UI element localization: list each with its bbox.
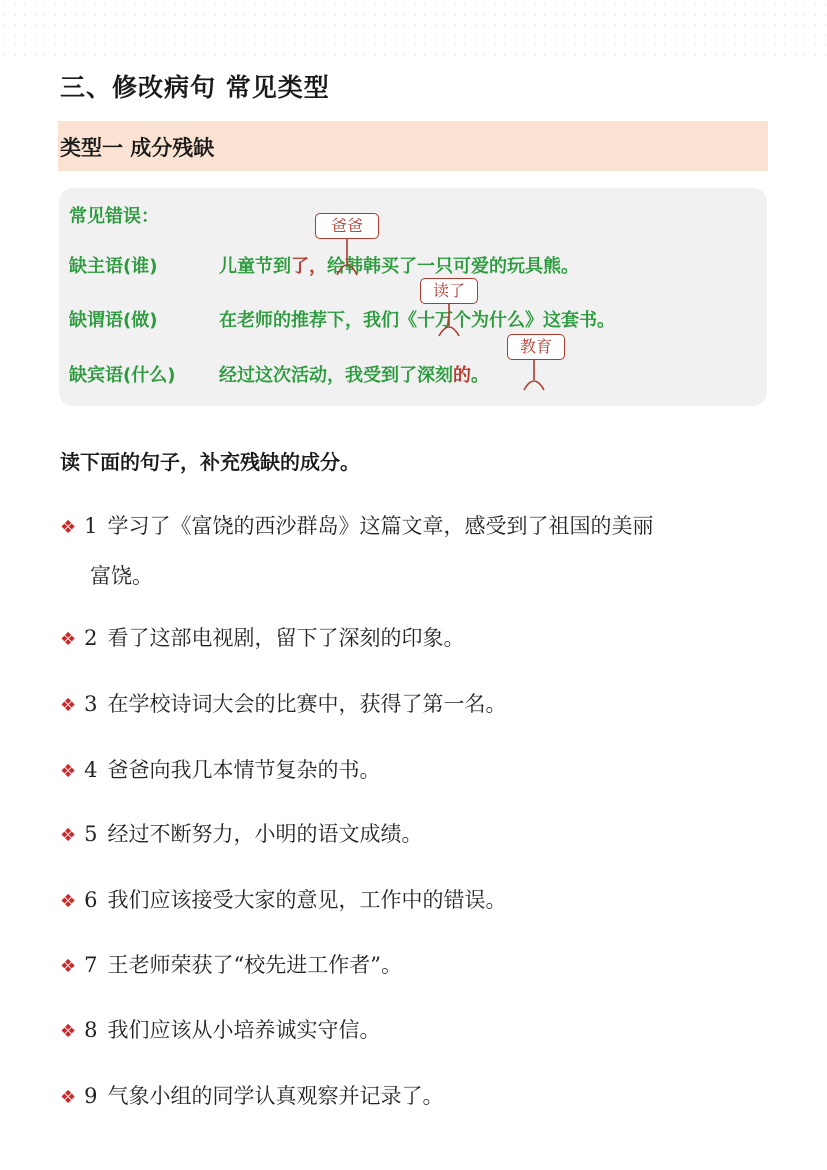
diamond-cluster-icon: ❖ <box>60 956 77 977</box>
error-sentence <box>219 252 579 278</box>
question-text: 看了这部电视剧，留下了深刻的印象。 <box>107 626 465 650</box>
diamond-cluster-icon: ❖ <box>60 695 77 716</box>
question-number: 1 <box>84 514 98 538</box>
diamond-cluster-icon: ❖ <box>60 629 77 650</box>
question-text: 我们应该接受大家的意见，工作中的错误。 <box>107 888 507 912</box>
sentence-part: 给韩韩买了一只可爱的玩具熊。 <box>327 256 579 277</box>
sentence-part: 《十万个为什么》这套书。 <box>399 310 615 331</box>
question-text: 爸爸向我几本情节复杂的书。 <box>107 758 381 782</box>
section-title: 类型一 成分残缺 <box>60 136 215 160</box>
question-number: 8 <box>84 1018 98 1042</box>
common-errors-box <box>59 188 767 406</box>
diamond-cluster-icon: ❖ <box>60 1021 77 1042</box>
diamond-cluster-icon: ❖ <box>60 825 77 846</box>
question-item <box>60 818 423 848</box>
insertion-caret-icon <box>522 360 546 394</box>
error-label: 缺谓语(做) <box>69 310 158 331</box>
question-number: 5 <box>84 822 98 846</box>
insert-tag: 读了 <box>420 278 478 304</box>
page-title: 三、修改病句 常见类型 <box>60 73 330 102</box>
error-label: 缺主语(谁) <box>69 256 158 277</box>
question-item <box>60 949 402 979</box>
errors-heading: 常见错误： <box>69 206 159 227</box>
question-text: 经过不断努力，小明的语文成绩。 <box>107 822 423 846</box>
instruction: 读下面的句子，补充残缺的成分。 <box>60 450 360 474</box>
diamond-cluster-icon: ❖ <box>60 891 77 912</box>
section-bar <box>58 121 768 171</box>
diamond-cluster-icon: ❖ <box>60 1087 77 1108</box>
sentence-mark: 了， <box>291 256 327 277</box>
question-text: 学习了《富饶的西沙群岛》这篇文章，感受到了祖国的美丽 <box>107 514 654 538</box>
error-sentence <box>219 306 615 332</box>
sentence-part: 经过这次活动，我受到了深刻 <box>219 365 453 386</box>
question-text: 气象小组的同学认真观察并记录了。 <box>107 1084 444 1108</box>
question-number: 6 <box>84 888 98 912</box>
insertion-caret-icon <box>437 304 461 340</box>
question-number: 3 <box>84 692 98 716</box>
insertion-caret-icon <box>335 239 359 279</box>
question-item <box>60 1080 444 1110</box>
question-text: 在学校诗词大会的比赛中，获得了第一名。 <box>107 692 507 716</box>
question-number: 4 <box>84 758 98 782</box>
insert-tag: 爸爸 <box>315 213 379 239</box>
sentence-mark: 的 <box>453 365 471 386</box>
header-dot-pattern <box>0 0 827 60</box>
question-item <box>60 622 465 652</box>
question-item <box>60 1014 381 1044</box>
question-text-continued: 富饶。 <box>90 564 153 588</box>
question-item <box>60 884 507 914</box>
question-item <box>60 754 381 784</box>
question-text: 我们应该从小培养诚实守信。 <box>107 1018 381 1042</box>
question-number: 2 <box>84 626 98 650</box>
sentence-part: 在老师的推荐下，我们 <box>219 310 399 331</box>
error-label: 缺宾语(什么) <box>69 365 176 386</box>
diamond-cluster-icon: ❖ <box>60 517 77 538</box>
sentence-part: 。 <box>471 365 489 386</box>
insert-tag: 教育 <box>507 334 565 360</box>
question-text: 王老师荣获了“校先进工作者”。 <box>107 953 402 977</box>
question-item <box>60 688 507 718</box>
question-item <box>60 510 654 590</box>
question-number: 7 <box>84 953 98 977</box>
question-number: 9 <box>84 1084 98 1108</box>
sentence-part: 儿童节到 <box>219 256 291 277</box>
diamond-cluster-icon: ❖ <box>60 761 77 782</box>
error-sentence <box>219 361 489 387</box>
